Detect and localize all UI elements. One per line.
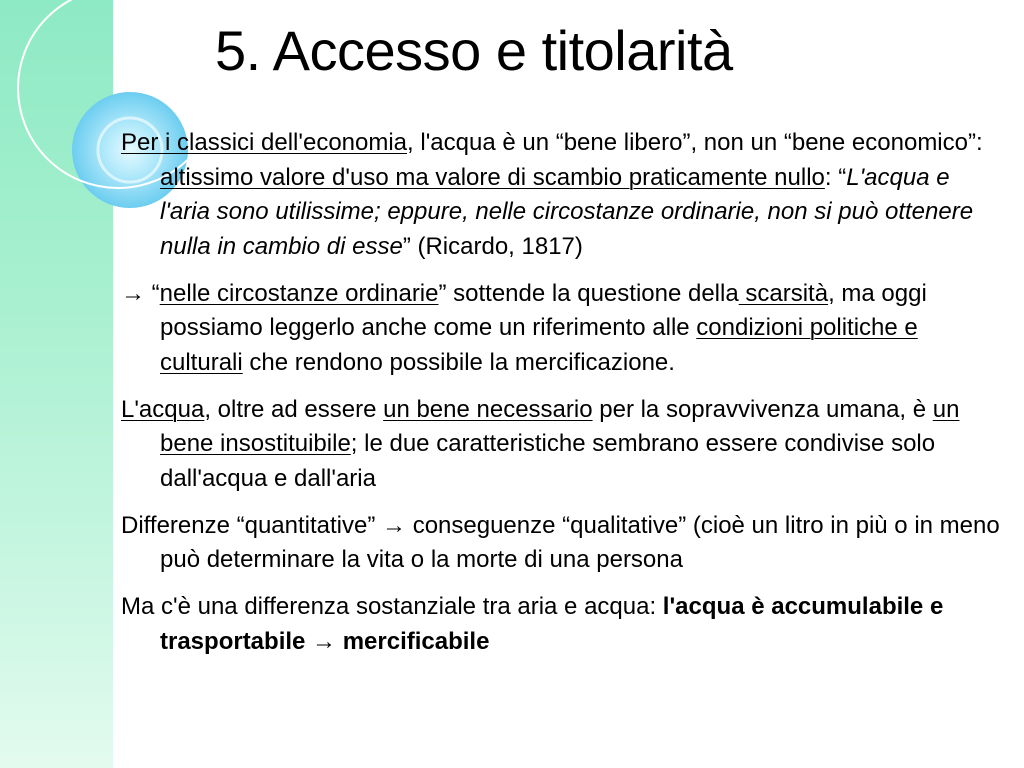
text-run: ” sottende la questione della	[438, 279, 739, 307]
text-run: un bene necessario	[383, 395, 593, 423]
text-run: , oltre ad essere	[204, 395, 384, 423]
text-run: ” (Ricardo, 1817)	[402, 232, 583, 260]
text-run: Ma c'è una differenza sostanziale tra aria e acqua:	[121, 593, 663, 620]
text-run: condizioni politiche e culturali	[160, 314, 918, 376]
page-title: 5. Accesso e titolarità	[215, 19, 733, 82]
text-run: Differenze “quantitative” → conseguenze “qualitative” (cioè un litro in più o in meno può determinare la vita o la morte di una persona	[121, 511, 1000, 573]
paragraph-aria-acqua	[121, 590, 1001, 659]
text-run: ; le due caratteristiche sembrano essere condivise solo dall'acqua e dall'aria	[160, 430, 936, 492]
text-run: scarsità	[738, 279, 829, 307]
text-run: → “	[121, 279, 160, 307]
text-run: che rendono possibile la mercificazione.	[242, 348, 675, 376]
text-run: , ma oggi possiamo leggerlo anche come un riferimento alle	[160, 279, 927, 341]
slide-body	[121, 126, 1001, 659]
text-run: nelle circostanze ordinarie	[159, 279, 439, 307]
quote-ricardo: L'acqua e l'aria sono utilissime; eppure, nelle circostanze ordinarie, non si può ottenere nulla in cambio di esse	[160, 163, 974, 260]
text-run: per la sopravvivenza umana, è	[592, 395, 933, 423]
text-run-bold: l'acqua è accumulabile e trasportabile → mercificabile	[160, 593, 944, 655]
paragraph-differenze	[121, 509, 1001, 578]
paragraph-classici	[121, 126, 1001, 264]
text-run: L'acqua	[121, 395, 205, 423]
text-run: , l'acqua è un “bene libero”, non un “bene economico”:	[407, 129, 983, 156]
paragraph-scarsita	[121, 277, 1001, 381]
text-run: altissimo valore d'uso ma valore di scambio praticamente nullo	[160, 163, 825, 191]
text-run: : “	[824, 163, 847, 191]
paragraph-acqua-bene	[121, 393, 1001, 497]
text-run: Per i classici dell'economia	[121, 129, 408, 156]
text-run: un bene insostituibile	[160, 395, 960, 457]
